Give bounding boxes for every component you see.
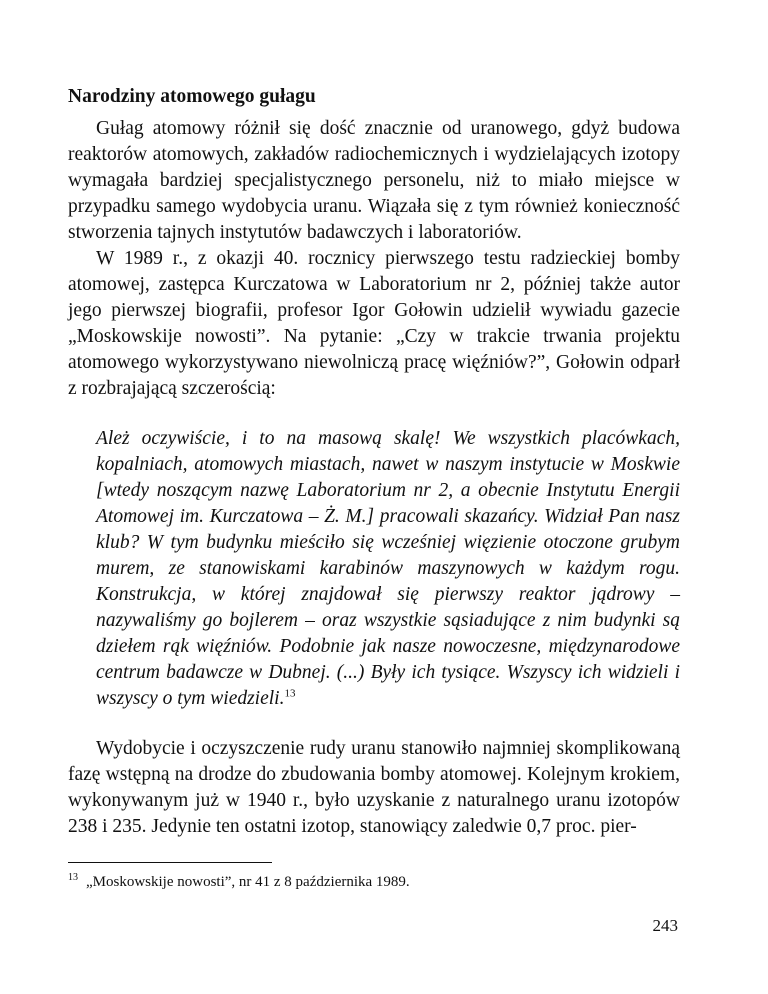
footnote-number: 13 xyxy=(68,872,78,883)
footnote-divider xyxy=(68,862,272,863)
footnote-reference[interactable]: 13 xyxy=(284,687,296,700)
text-column xyxy=(68,84,680,840)
section-heading: Narodziny atomowego gułagu xyxy=(68,86,316,107)
body-paragraph: Wydobycie i oczyszczenie rudy uranu stanowiło najmniej skomplikowaną fazę wstępną na drodze do zbudowania bomby atomowej. Kolejnym krokiem, wykonywanym już w 1940 r., było uzyskanie z naturalnego uranu izotopów 238 i 235. Jedynie ten ostatni izotop, stanowiący zaledwie 0,7 proc. pier- xyxy=(68,738,680,837)
footnote-text: „Moskowskije nowosti”, nr 41 z 8 października 1989. xyxy=(86,874,410,890)
body-paragraph: Gułag atomowy różnił się dość znacznie od uranowego, gdyż budowa reaktorów atomowych, zakładów radiochemicznych i wydzielających izotopy wymagała bardziej specjalistycznego personelu, niż to miało miejsce w przypadku samego wydobycia uranu. Wiązała się z tym również konieczność stworzenia tajnych instytutów badawczych i laboratoriów. xyxy=(68,118,680,243)
page-number: 243 xyxy=(652,916,678,935)
quote-text: Ależ oczywiście, i to na masową skalę! We wszystkich placówkach, kopalniach, atomowych miastach, nawet w naszym instytucie w Moskwie [wtedy noszącym nazwę Laboratorium nr 2, a obecnie Instytutu Energii Atomowej im. Kurczatowa – Ż. M.] pracowali skazańcy. Widział Pan nasz klub? W tym budynku mieściło się wcześniej więzienie otoczone grubym murem, ze stanowiskami karabinów maszynowych w każdym rogu. Konstrukcja, w której znajdował się pierwszy reaktor jądrowy – nazywaliśmy go bojlerem – oraz wszystkie sąsiadujące z nim budynki są dziełem rąk więźniów. Podobnie jak nasze nowoczesne, międzynarodowe centrum badawcze w Dubnej. (...) Były ich tysiące. Wszyscy ich widzieli i wszyscy o tym wiedzieli. xyxy=(96,428,680,709)
footnote xyxy=(68,872,680,892)
body-paragraph: W 1989 r., z okazji 40. rocznicy pierwszego testu radzieckiej bomby atomowej, zastępca Kurczatowa w Laboratorium nr 2, później także autor jego pierwszej biografii, profesor Igor Gołowin udzielił wywiadu gazecie „Moskowskije nowosti”. Na pytanie: „Czy w trakcie trwania projektu atomowego wykorzystywano niewolniczą pracę więźniów?”, Gołowin odparł z rozbrajającą szczerością: xyxy=(68,248,680,399)
block-quote xyxy=(68,426,680,712)
